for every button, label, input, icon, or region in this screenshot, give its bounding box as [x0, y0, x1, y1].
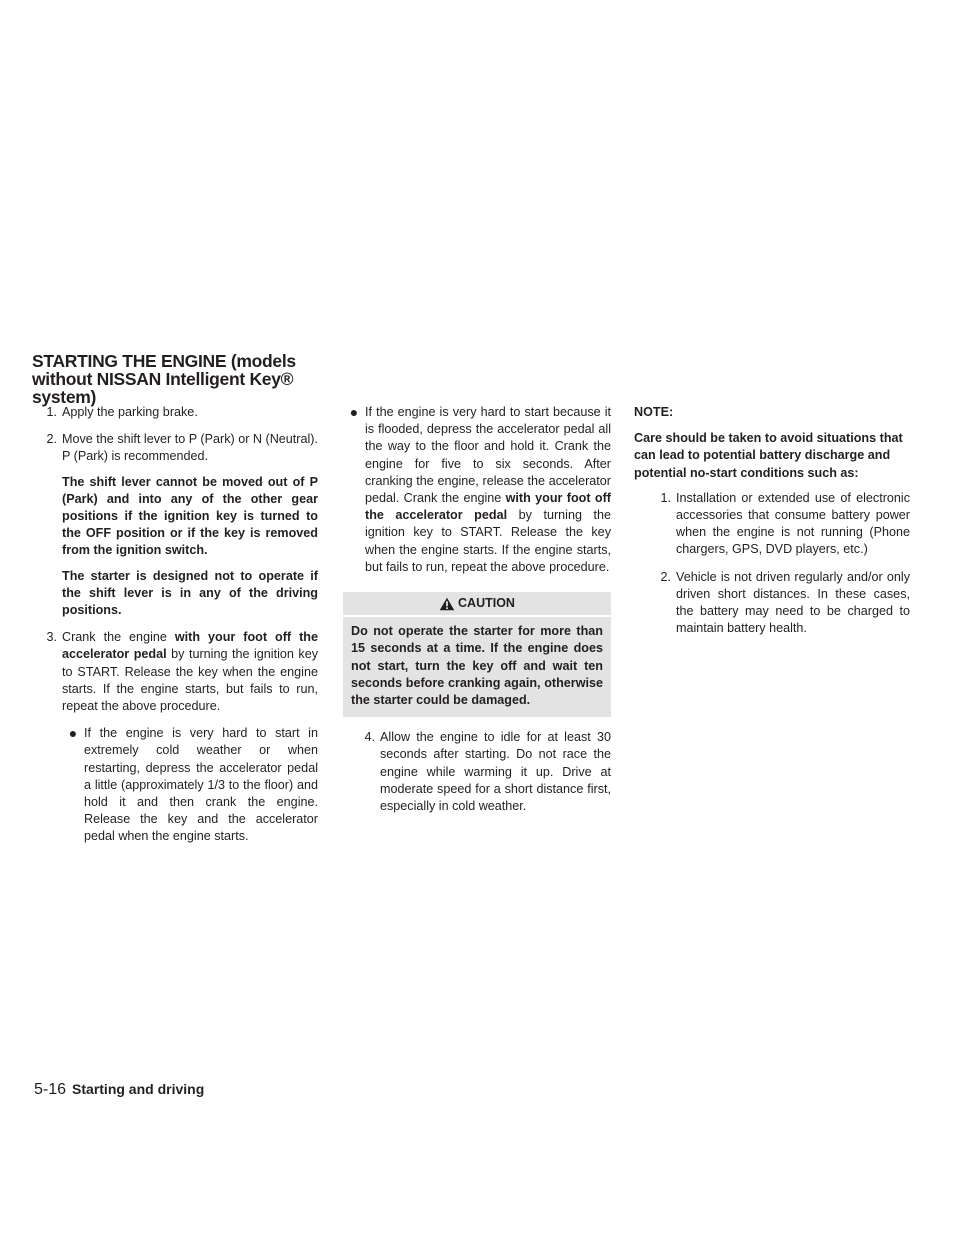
chapter-title: Starting and driving [72, 1081, 205, 1097]
caution-header [343, 592, 611, 617]
step-text: Apply the parking brake. [62, 405, 198, 419]
step-number: 4. [364, 730, 375, 745]
step-bold-note: The starter is designed not to operate if the shift lever is in any of the driving positions. [62, 568, 318, 618]
step-text-bold: with your foot off the accelerator pedal [62, 630, 318, 662]
bullet-text-part: If the engine is very hard to start because it is flooded, depress the accelerator pedal all the way to the floor and hold it. Crank the engine for five to six seconds. After cranking the engine, release the accelerator pedal. Crank the engine [365, 405, 611, 506]
step-number: 2. [46, 432, 57, 447]
step-1 [34, 404, 318, 421]
step-2 [34, 431, 318, 619]
step-body [62, 431, 318, 619]
bullet-icon: ● [68, 725, 78, 742]
step-number: 3. [46, 630, 57, 645]
note-text: Installation or extended use of electronic accessories that consume battery power when the engine is not running (Phone chargers, GPS, DVD players, etc.) [676, 490, 910, 557]
column-middle [343, 404, 611, 825]
page-footer [34, 1081, 204, 1099]
note-intro: Care should be taken to avoid situations that can lead to potential battery discharge and potential no-start conditions such as: [634, 431, 903, 480]
note-number: 1. [660, 490, 671, 505]
caution-text: Do not operate the starter for more than 15 seconds at a time. If the engine does not start, turn the key off and wait ten seconds before cranking again, otherwise the starter could be damaged. [351, 624, 603, 708]
step-text-part: Crank the engine [62, 630, 175, 645]
step-3 [34, 629, 318, 845]
step-text-part: by turning the ignition key to START. Release the key when the engine starts. If the engine starts, but fails to run, repeat the above procedure. [62, 647, 318, 714]
note-number: 2. [660, 569, 671, 584]
note-item-1 [634, 490, 910, 559]
step-number: 1. [46, 405, 57, 419]
bullet-text-part: by turning the ignition key to START. Release the key when the engine starts. If the engine starts, but fails to run, repeat the above procedure. [365, 508, 612, 574]
step-text: Allow the engine to idle for at least 30 seconds after starting. Do not race the engine while warming it up. Drive at moderate speed for a short distance first, especially in cold weather. [380, 730, 611, 814]
bullet-text-bold: with your foot off the accelerator pedal [365, 491, 611, 523]
bullet-item [62, 725, 318, 845]
column-right [634, 404, 910, 647]
step-body [62, 629, 318, 845]
caution-title: CAUTION [458, 596, 515, 611]
step-text: Move the shift lever to P (Park) or N (Neutral). P (Park) is recommended. [62, 432, 318, 464]
step-text [62, 629, 318, 715]
note-item-2 [634, 569, 910, 638]
note-title: NOTE: [634, 405, 674, 419]
step-bold-note: The shift lever cannot be moved out of P (Park) and into any of the other gear positions if the ignition key is turned to the OFF position or if the key is removed from the ignition switch. [62, 474, 318, 558]
column-left [34, 404, 318, 856]
bullet-text: If the engine is very hard to start in extremely cold weather or when restarting, depress the accelerator pedal a little (approximately 1/3 to the floor) and hold it and then crank the engine. Release the key and the accelerator pedal when the engine starts. [84, 726, 318, 844]
bullet-item [343, 404, 611, 576]
bullet-text [365, 404, 611, 576]
section-title: STARTING THE ENGINE (models without NISSAN Intelligent Key® system) [32, 351, 296, 407]
bullet-icon: ● [349, 404, 359, 420]
step-4 [343, 729, 611, 815]
caution-box [343, 592, 611, 717]
warning-icon [439, 597, 455, 611]
page-number: 5-16 [34, 1081, 67, 1098]
note-text: Vehicle is not driven regularly and/or only driven short distances. In these cases, the battery may need to be charged to maintain battery health. [676, 569, 910, 636]
